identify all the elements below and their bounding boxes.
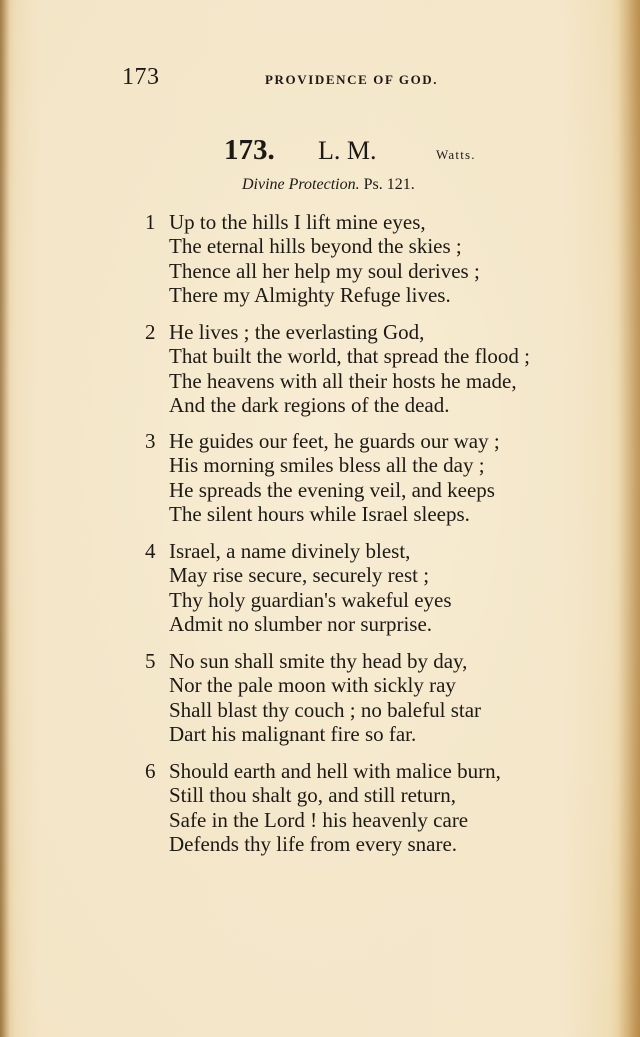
hymn-author: Watts.: [436, 147, 476, 162]
verse-line: He spreads the evening veil, and keeps: [169, 477, 495, 502]
hymn-scripture: Ps. 121.: [363, 176, 415, 193]
stanza-lines: [169, 759, 501, 857]
stanza-number: 3: [145, 429, 156, 453]
verse-line: He guides our feet, he guards our way ;: [169, 429, 500, 453]
stanza-number: 5: [145, 649, 156, 673]
stanza-lines: [169, 210, 480, 308]
verse-line: Nor the pale moon with sickly ray: [169, 673, 456, 698]
page-edge-shadow-right: [618, 0, 640, 1037]
verse-line: That built the world, that spread the flood ;: [169, 344, 530, 369]
verse-line: Thy holy guardian's wakeful eyes: [169, 587, 452, 612]
verse-line: May rise secure, securely rest ;: [169, 563, 430, 588]
stanza-number: 6: [145, 759, 156, 783]
verse-line: Israel, a name divinely blest,: [169, 539, 411, 563]
stanza-lines: [169, 429, 500, 527]
stanza-number: 2: [145, 320, 156, 344]
verse-line: Should earth and hell with malice burn,: [169, 759, 501, 783]
hymn-topic: Divine Protection.: [242, 176, 360, 193]
hymn-subtitle: [242, 176, 415, 194]
running-head: [122, 64, 457, 94]
verse-line: His morning smiles bless all the day ;: [169, 453, 485, 478]
stanza-lines: [169, 539, 452, 637]
page-number: 173: [122, 64, 160, 90]
verse-line: Dart his malignant fire so far.: [169, 722, 417, 747]
running-title: PROVIDENCE OF GOD.: [265, 72, 439, 87]
stanza-number: 1: [145, 210, 156, 234]
stanza-number: 4: [145, 539, 156, 563]
verse-line: Shall blast thy couch ; no baleful star: [169, 697, 482, 722]
verse-line: The eternal hills beyond the skies ;: [169, 234, 462, 259]
stanza-lines: [169, 320, 530, 418]
verse-line: The silent hours while Israel sleeps.: [169, 502, 470, 527]
verse-line: There my Almighty Refuge lives.: [169, 283, 451, 308]
hymn-heading: [224, 134, 514, 168]
stanza-lines: [169, 649, 481, 747]
verse-line: And the dark regions of the dead.: [169, 393, 450, 418]
verse-line: Up to the hills I lift mine eyes,: [169, 210, 426, 234]
verse-line: The heavens with all their hosts he made,: [169, 368, 517, 393]
verse-line: He lives ; the everlasting God,: [169, 320, 425, 344]
verse-line: Still thou shalt go, and still return,: [169, 783, 456, 808]
hymn-meter: L. M.: [318, 136, 377, 165]
verse-line: Defends thy life from every snare.: [169, 832, 458, 857]
verse-line: Thence all her help my soul derives ;: [169, 258, 480, 283]
verse-line: Admit no slumber nor surprise.: [169, 612, 433, 637]
verse-line: No sun shall smite thy head by day,: [169, 649, 468, 673]
verse-line: Safe in the Lord ! his heavenly care: [169, 807, 469, 832]
hymn-number: 173.: [224, 134, 275, 166]
page-edge-shadow-left: [0, 0, 10, 1037]
